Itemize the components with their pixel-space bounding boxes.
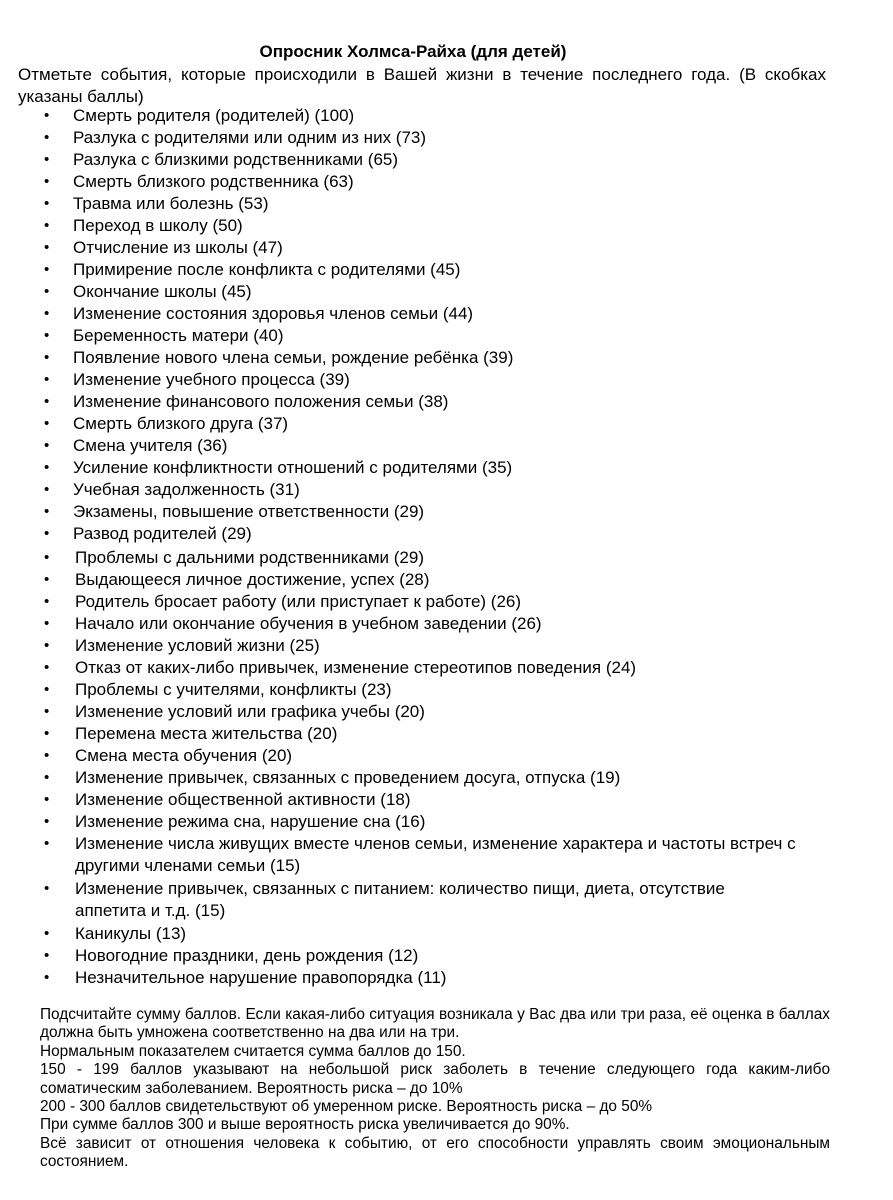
bullet-icon: • [44, 151, 50, 168]
list-item [0, 723, 800, 745]
list-item [0, 811, 800, 833]
event-text: Смерть близкого друга (37) [73, 414, 289, 433]
event-text: Экзамены, повышение ответственности (29) [73, 502, 425, 521]
list-item [0, 523, 800, 545]
bullet-icon: • [44, 107, 50, 124]
bullet-icon: • [44, 703, 50, 720]
event-text: Смерть близкого родственника (63) [73, 172, 354, 191]
list-item [0, 325, 800, 347]
bullet-icon: • [44, 549, 50, 566]
note-paragraph: При сумме баллов 300 и выше вероятность риска увеличивается до 90%. [40, 1116, 570, 1134]
bullet-icon: • [44, 437, 50, 454]
event-text: Проблемы с учителями, конфликты (23) [75, 680, 392, 699]
event-text: Травма или болезнь (53) [73, 194, 269, 213]
list-item [0, 391, 800, 413]
list-item [0, 657, 800, 679]
event-text: Изменение финансового положения семьи (38) [73, 392, 449, 411]
list-item [0, 923, 800, 945]
event-text: Проблемы с дальними родственниками (29) [75, 548, 424, 567]
list-item [0, 833, 800, 877]
event-text: Изменение учебного процесса (39) [73, 370, 350, 389]
list-item [0, 745, 800, 767]
list-item [0, 347, 800, 369]
scoring-notes [40, 1006, 830, 1172]
event-text: Изменение привычек, связанных с проведением досуга, отпуска (19) [75, 768, 621, 787]
list-item [0, 215, 800, 237]
bullet-icon: • [44, 459, 50, 476]
list-item [0, 259, 800, 281]
bullet-icon: • [44, 593, 50, 610]
event-text: Появление нового члена семьи, рождение ребёнка (39) [73, 348, 514, 367]
event-text: Выдающееся личное достижение, успех (28) [75, 570, 430, 589]
event-text: Отчисление из школы (47) [73, 238, 283, 257]
event-text: Разлука с родителями или одним из них (73) [73, 128, 427, 147]
bullet-icon: • [44, 791, 50, 808]
note-paragraph: Подсчитайте сумму баллов. Если какая-либо ситуация возникала у Вас два или три раза, её оценка в баллах должна быть умножена соответственно на два или на три. [40, 1006, 830, 1042]
event-text: Изменение условий жизни (25) [75, 636, 320, 655]
note-paragraph: Всё зависит от отношения человека к событию, от его способности управлять своим эмоциональным состоянием. [40, 1134, 830, 1171]
event-text: Изменение числа живущих вместе членов семьи, изменение характера и частоты встреч с другими членами семьи (15) [75, 834, 796, 875]
event-text: Незначительное нарушение правопорядка (11) [75, 968, 447, 987]
bullet-icon: • [44, 217, 50, 234]
bullet-icon: • [44, 659, 50, 676]
event-text: Изменение режима сна, нарушение сна (16) [75, 812, 426, 831]
bullet-icon: • [44, 305, 50, 322]
event-text: Разлука с близкими родственниками (65) [73, 150, 399, 169]
events-list [0, 105, 800, 989]
bullet-icon: • [44, 947, 50, 964]
bullet-icon: • [44, 261, 50, 278]
bullet-icon: • [44, 725, 50, 742]
bullet-icon: • [44, 327, 50, 344]
event-text: Каникулы (13) [75, 924, 187, 943]
list-item [0, 878, 800, 922]
bullet-icon: • [44, 503, 50, 520]
event-text: Переход в школу (50) [73, 216, 243, 235]
list-item [0, 789, 800, 811]
event-text: Новогодние праздники, день рождения (12) [75, 946, 419, 965]
bullet-icon: • [44, 880, 50, 897]
list-item [0, 193, 800, 215]
bullet-icon: • [44, 835, 50, 852]
bullet-icon: • [44, 173, 50, 190]
bullet-icon: • [44, 681, 50, 698]
bullet-icon: • [44, 393, 50, 410]
list-item [0, 149, 800, 171]
bullet-icon: • [44, 813, 50, 830]
bullet-icon: • [44, 925, 50, 942]
event-text: Родитель бросает работу (или приступает к работе) (26) [75, 592, 522, 611]
bullet-icon: • [44, 239, 50, 256]
list-item [0, 303, 800, 325]
bullet-icon: • [44, 525, 50, 542]
instructions-text: Отметьте события, которые происходили в Вашей жизни в течение последнего года. (В скобках указаны баллы) [18, 65, 826, 106]
event-text: Окончание школы (45) [73, 282, 252, 301]
bullet-icon: • [44, 129, 50, 146]
event-text: Начало или окончание обучения в учебном заведении (26) [75, 614, 542, 633]
list-item [0, 457, 800, 479]
list-item [0, 237, 800, 259]
event-text: Смена учителя (36) [73, 436, 228, 455]
note-paragraph: 150 - 199 баллов указывают на небольшой риск заболеть в течение следующего года каким-либо соматическим заболеванием. Вероятность риска – до 10% [40, 1061, 830, 1097]
bullet-icon: • [44, 637, 50, 654]
bullet-icon: • [44, 415, 50, 432]
list-item [0, 413, 800, 435]
bullet-icon: • [44, 481, 50, 498]
list-item [0, 127, 800, 149]
list-item [0, 105, 800, 127]
list-item [0, 569, 800, 591]
bullet-icon: • [44, 769, 50, 786]
list-item [0, 501, 800, 523]
list-item [0, 679, 800, 701]
event-text: Смерть родителя (родителей) (100) [73, 106, 355, 125]
event-text: Отказ от каких-либо привычек, изменение стереотипов поведения (24) [75, 658, 637, 677]
list-item [0, 945, 800, 967]
event-text: Изменение общественной активности (18) [75, 790, 411, 809]
list-item [0, 767, 800, 789]
list-item [0, 635, 800, 657]
list-item [0, 171, 800, 193]
bullet-icon: • [44, 571, 50, 588]
bullet-icon: • [44, 747, 50, 764]
list-item [0, 281, 800, 303]
list-item [0, 967, 800, 989]
event-text: Усиление конфликтности отношений с родителями (35) [73, 458, 513, 477]
list-item [0, 613, 800, 635]
list-item [0, 369, 800, 391]
event-text: Изменение условий или графика учебы (20) [75, 702, 425, 721]
questionnaire-title: Опросник Холмса-Райха (для детей) [259, 42, 567, 61]
list-item [0, 547, 800, 569]
note-paragraph: 200 - 300 баллов свидетельствуют об умеренном риске. Вероятность риска – до 50% [40, 1098, 653, 1116]
bullet-icon: • [44, 371, 50, 388]
bullet-icon: • [44, 195, 50, 212]
list-item [0, 479, 800, 501]
bullet-icon: • [44, 969, 50, 986]
event-text: Развод родителей (29) [73, 524, 252, 543]
event-text: Изменение привычек, связанных с питанием: количество пищи, диета, отсутствие аппетита и т.д. (15) [75, 879, 725, 920]
bullet-icon: • [44, 283, 50, 300]
list-item [0, 435, 800, 457]
list-item [0, 701, 800, 723]
event-text: Перемена места жительства (20) [75, 724, 338, 743]
list-item [0, 591, 800, 613]
bullet-icon: • [44, 349, 50, 366]
note-paragraph: Нормальным показателем считается сумма баллов до 150. [40, 1042, 466, 1060]
event-text: Изменение состояния здоровья членов семьи (44) [73, 304, 474, 323]
bullet-icon: • [44, 615, 50, 632]
event-text: Примирение после конфликта с родителями (45) [73, 260, 461, 279]
event-text: Смена места обучения (20) [75, 746, 293, 765]
event-text: Учебная задолженность (31) [73, 480, 300, 499]
event-text: Беременность матери (40) [73, 326, 284, 345]
